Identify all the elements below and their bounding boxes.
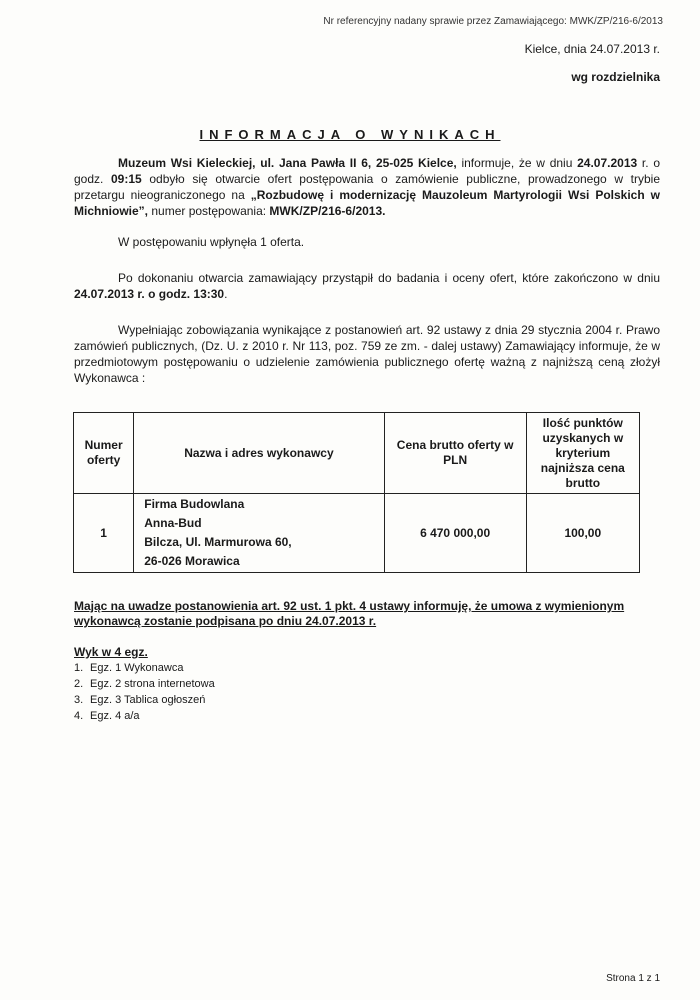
intro-paragraph xyxy=(74,155,660,219)
distribution-heading: Wyk w 4 egz. xyxy=(74,645,148,659)
page-number: Strona 1 z 1 xyxy=(606,973,660,984)
contractor-line: Anna-Bud xyxy=(144,516,202,530)
cell-points: 100,00 xyxy=(526,494,639,573)
review-paragraph xyxy=(74,270,660,302)
contract-note: Mając na uwadze postanowienia art. 92 ust. 1 pkt. 4 ustawy informuję, że umowa z wymienionym wykonawcą zostanie podpisana po dniu 24.07.2013 r. xyxy=(74,599,625,628)
opening-date: 24.07.2013 xyxy=(577,156,638,170)
distribution-label: wg rozdzielnika xyxy=(571,70,660,84)
header-offer-number: Numer oferty xyxy=(74,413,134,494)
reference-number: Nr referencyjny nadany sprawie przez Zamawiającego: MWK/ZP/216-6/2013 xyxy=(323,16,663,27)
intro-text-4: numer postępowania: xyxy=(148,204,270,218)
cell-contractor xyxy=(134,494,384,573)
contractor-line: Bilcza, Ul. Marmurowa 60, xyxy=(144,535,292,549)
list-item-number: 1. xyxy=(74,662,84,674)
list-item-number: 2. xyxy=(74,678,84,690)
table-header-row xyxy=(74,413,640,494)
review-date: 24.07.2013 r. o godz. 13:30 xyxy=(74,287,225,301)
basis-text: Wypełniając zobowiązania wynikające z postanowień art. 92 ustawy z dnia 29 stycznia 2004 r. Prawo zamówień publicznych, (Dz. U. z 2010 r. Nr 113, poz. 759 ze zm. - dalej ustawy) Zamawiający informuje, że w przedmiotowym postępowaniu o udzielenie zamówienia publicznego ofertę ważną z najniższą ceną złożył Wykonawca : xyxy=(74,323,660,385)
basis-paragraph xyxy=(74,322,660,386)
list-item-text: Egz. 2 strona internetowa xyxy=(90,678,215,690)
list-item-number: 4. xyxy=(74,710,84,722)
procedure-number: MWK/ZP/216-6/2013. xyxy=(269,204,386,218)
list-item-text: Egz. 4 a/a xyxy=(90,710,140,722)
document-title-text: INFORMACJA O WYNIKACH xyxy=(199,127,501,142)
intro-text-2: r. o godz. xyxy=(74,156,660,186)
list-item xyxy=(74,708,215,724)
opening-time: 09:15 xyxy=(111,172,142,186)
list-item-text: Egz. 1 Wykonawca xyxy=(90,662,184,674)
document-title xyxy=(0,127,700,142)
review-text: Po dokonaniu otwarcia zamawiający przystąpił do badania i oceny ofert, które zakończono w dniu xyxy=(118,271,660,285)
review-end: . xyxy=(224,287,228,301)
intro-text-1: informuje, że w dniu xyxy=(456,156,578,170)
cell-offer-number: 1 xyxy=(74,494,134,573)
offers-text: W postępowaniu wpłynęła 1 oferta. xyxy=(118,235,305,249)
intro-text-3: odbyło się otwarcie ofert postępowania o zamówienie publiczne, prowadzonego w trybie przetargu nieograniczonego na xyxy=(74,172,660,202)
table-row xyxy=(74,494,640,573)
header-price: Cena brutto oferty w PLN xyxy=(384,413,526,494)
offers-paragraph xyxy=(74,234,660,250)
distribution-list xyxy=(74,660,215,724)
header-points: Ilość punktów uzyskanych w kryterium najniższa cena brutto xyxy=(526,413,639,494)
list-item xyxy=(74,676,215,692)
list-item-number: 3. xyxy=(74,694,84,706)
contractor-line: 26-026 Morawica xyxy=(144,554,240,568)
list-item-text: Egz. 3 Tablica ogłoszeń xyxy=(90,694,206,706)
list-item xyxy=(74,692,215,708)
results-table xyxy=(73,412,640,573)
institution-name: Muzeum Wsi Kieleckiej, ul. Jana Pawła II 6, 25-025 Kielce, xyxy=(118,156,457,170)
list-item xyxy=(74,660,215,676)
contractor-line: Firma Budowlana xyxy=(144,497,245,511)
tender-subject: „Rozbudowę i modernizację Mauzoleum Martyrologii Wsi Polskich w Michniowie”, xyxy=(74,188,660,218)
header-contractor: Nazwa i adres wykonawcy xyxy=(134,413,384,494)
place-date: Kielce, dnia 24.07.2013 r. xyxy=(524,42,660,56)
cell-price: 6 470 000,00 xyxy=(384,494,526,573)
